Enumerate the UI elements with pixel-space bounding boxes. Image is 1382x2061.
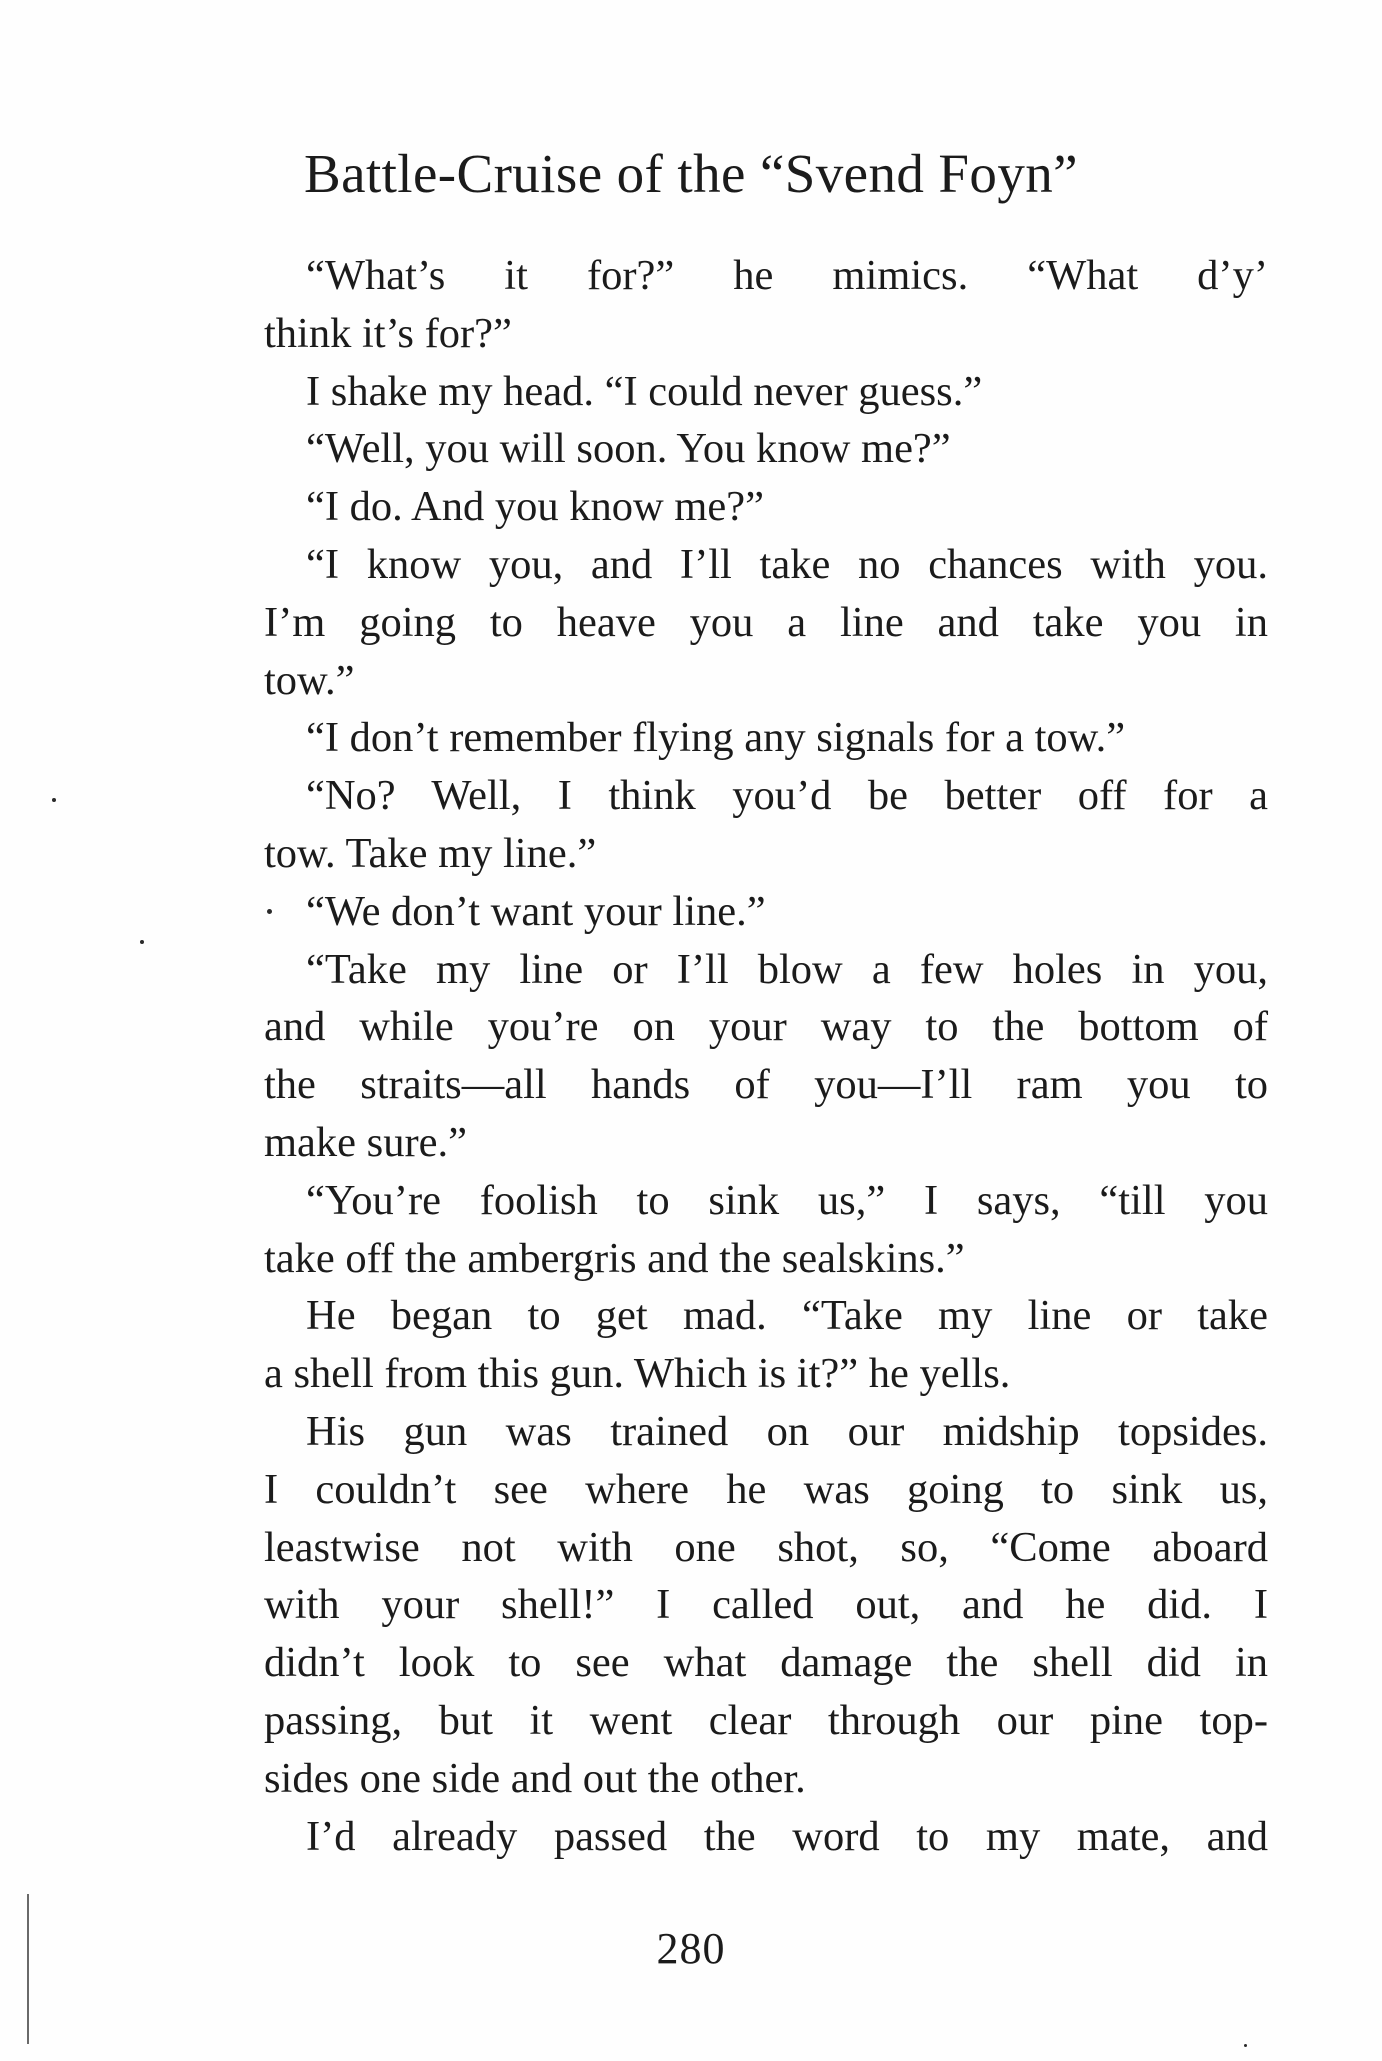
- text-line: and while you’re on your way to the bottom of: [264, 1003, 1268, 1051]
- text-line: His gun was trained on our midship topsides.: [306, 1407, 1268, 1455]
- paragraph: [264, 1287, 1268, 1403]
- text-line: sides one side and out the other.: [264, 1754, 806, 1802]
- text-line: leastwise not with one shot, so, “Come aboard: [264, 1523, 1268, 1571]
- text-line: the straits—all hands of you—I’ll ram you to: [264, 1061, 1268, 1109]
- text-line: “What’s it for?” he mimics. “What d’y’: [306, 252, 1268, 299]
- text-line: passing, but it went clear through our pine top-: [264, 1696, 1268, 1744]
- text-line: I’d already passed the word to my mate, and: [306, 1812, 1268, 1860]
- text-line: tow. Take my line.”: [264, 829, 597, 877]
- paragraph: [264, 536, 1268, 709]
- scan-speck: [52, 798, 56, 802]
- scan-speck: [140, 940, 144, 944]
- paragraph: [264, 1403, 1268, 1808]
- text-line: take off the ambergris and the sealskins.”: [264, 1234, 965, 1282]
- paragraph: [264, 1172, 1268, 1288]
- text-line: I shake my head. “I could never guess.”: [306, 367, 983, 415]
- body-text: [264, 247, 1268, 1865]
- text-line: “Well, you will soon. You know me?”: [306, 425, 951, 473]
- page-number: 280: [656, 1924, 726, 1973]
- paragraph: [264, 478, 1268, 536]
- scan-speck: [267, 909, 272, 914]
- paragraph: [264, 247, 1268, 363]
- text-line: think it’s for?”: [264, 309, 512, 357]
- text-line: I’m going to heave you a line and take you in: [264, 598, 1268, 646]
- text-line: “You’re foolish to sink us,” I says, “till you: [306, 1176, 1268, 1224]
- text-line: “Take my line or I’ll blow a few holes in you,: [306, 945, 1268, 993]
- text-line: “I know you, and I’ll take no chances with you.: [306, 540, 1268, 588]
- paragraph: [264, 709, 1268, 767]
- text-line: “We don’t want your line.”: [306, 887, 766, 935]
- text-line: with your shell!” I called out, and he did. I: [264, 1581, 1268, 1629]
- scan-speck: [1244, 2044, 1247, 2047]
- text-line: “I don’t remember flying any signals for a tow.”: [306, 714, 1126, 762]
- paragraph: [264, 1808, 1268, 1866]
- text-line: didn’t look to see what damage the shell did in: [264, 1639, 1268, 1687]
- text-line: make sure.”: [264, 1118, 467, 1166]
- running-head: Battle-Cruise of the “Svend Foyn”: [304, 143, 1078, 204]
- text-line: “No? Well, I think you’d be better off for a: [306, 772, 1268, 820]
- text-line: tow.”: [264, 656, 355, 704]
- text-line: I couldn’t see where he was going to sink us,: [264, 1465, 1268, 1513]
- text-line: “I do. And you know me?”: [306, 483, 764, 531]
- paragraph: [264, 883, 1268, 941]
- paragraph: [264, 363, 1268, 421]
- text-line: He began to get mad. “Take my line or take: [306, 1292, 1268, 1340]
- paragraph: [264, 420, 1268, 478]
- text-line: a shell from this gun. Which is it?” he yells.: [264, 1350, 1011, 1398]
- scan-edge-line: [27, 1894, 29, 2044]
- paragraph: [264, 941, 1268, 1172]
- paragraph: [264, 767, 1268, 883]
